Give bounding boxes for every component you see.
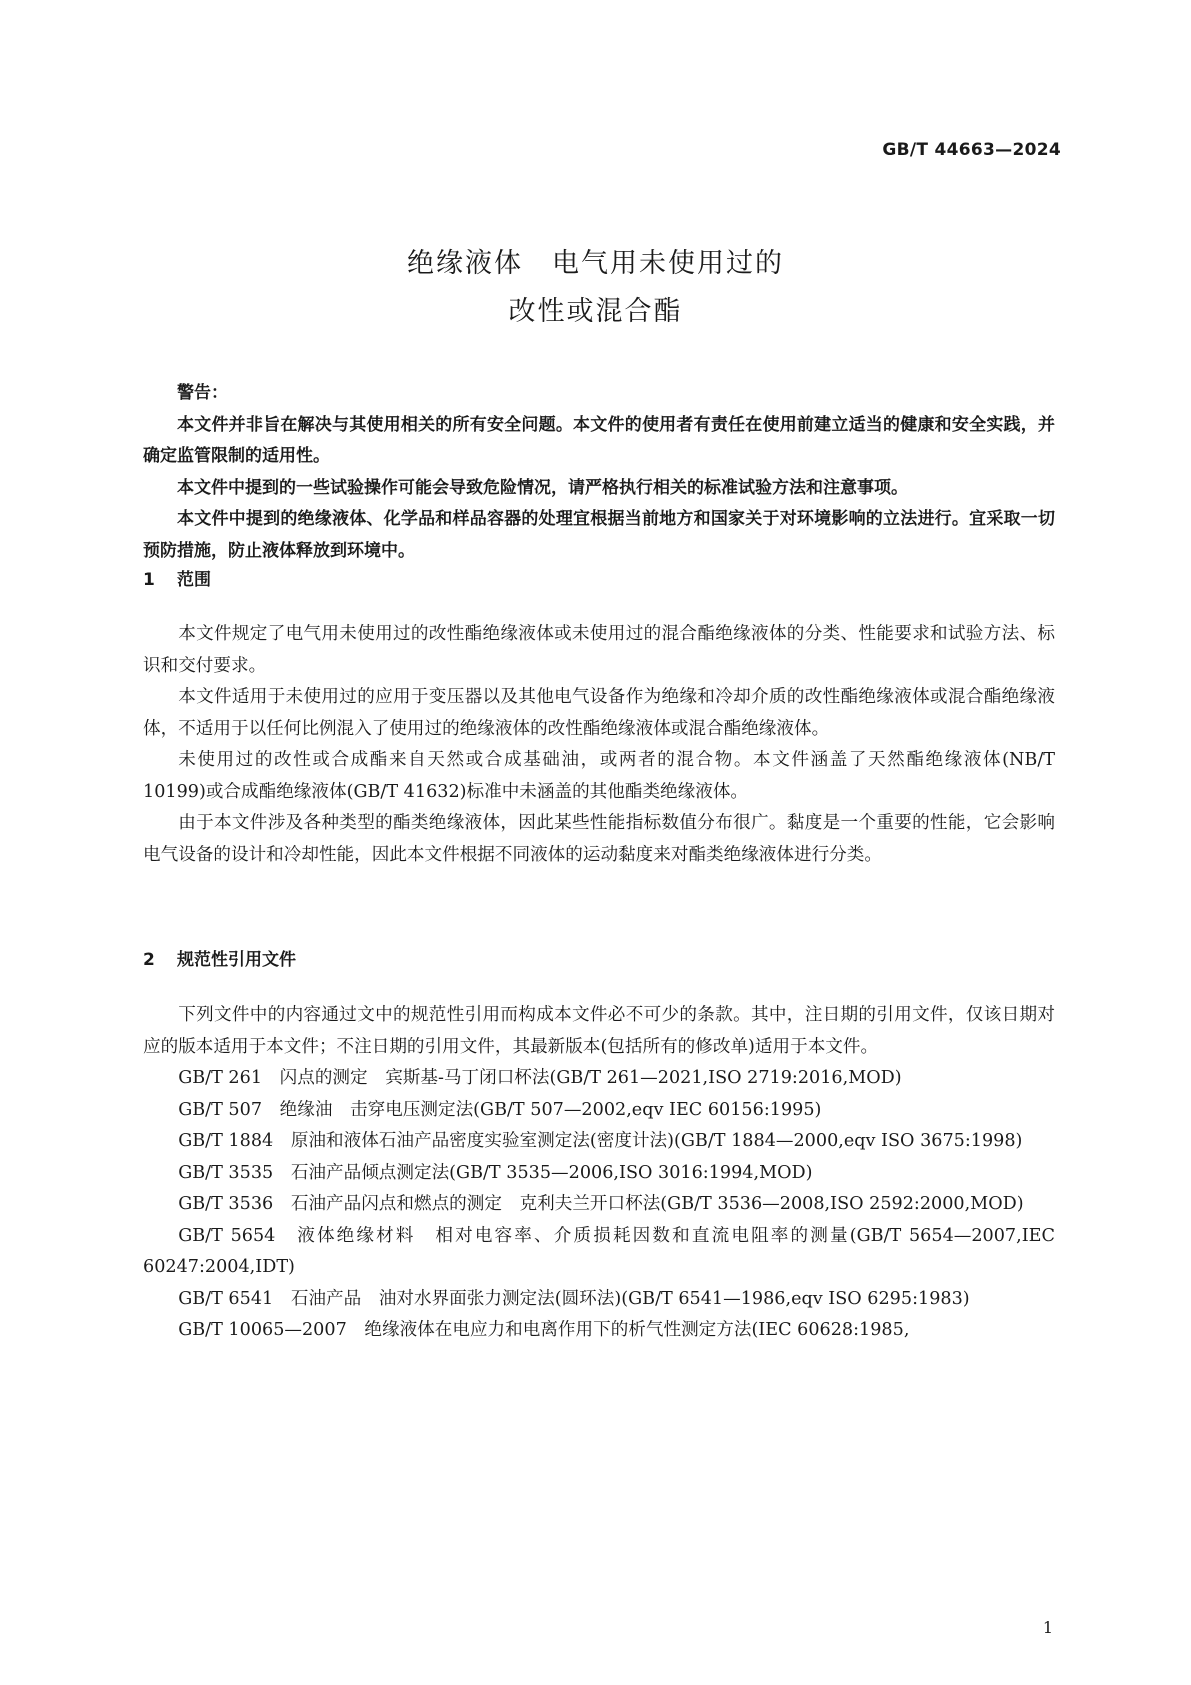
reference-code: GB/T 507 [178,1099,263,1120]
paragraph: 本文件规定了电气用未使用过的改性酯绝缘液体或未使用过的混合酯绝缘液体的分类、性能要求和试验方法、标识和交付要求。 [143,624,1055,676]
paragraph: 由于本文件涉及各种类型的酯类绝缘液体，因此某些性能指标数值分布很广。黏度是一个重要的性能，它会影响电气设备的设计和冷却性能，因此本文件根据不同液体的运动黏度来对酯类绝缘液体进行分类。 [143,813,1055,865]
reference-text: 石油产品 油对水界面张力测定法(圆环法)(GB/T 6541—1986,eqv ISO 6295:1983) [290,1288,970,1309]
section-number: 1 [143,570,155,590]
reference-text: 绝缘油 击穿电压测定法(GB/T 507—2002,eqv IEC 60156:1995) [279,1099,822,1120]
paragraph: 本文件适用于未使用过的应用于变压器以及其他电气设备作为绝缘和冷却介质的改性酯绝缘液体或混合酯绝缘液体，不适用于以任何比例混入了使用过的绝缘液体的改性酯绝缘液体或混合酯绝缘液体。 [143,687,1055,739]
warning-paragraph: 本文件中提到的绝缘液体、化学品和样品容器的处理宜根据当前地方和国家关于对环境影响的立法进行。宜采取一切预防措施，防止液体释放到环境中。 [143,509,1055,561]
reference-item [143,1315,1055,1347]
title-line-1: 绝缘液体 电气用未使用过的 [407,248,784,279]
title-line-2: 改性或混合酯 [508,296,683,327]
reference-item [143,1189,1055,1221]
warning-heading: 警告： [177,383,228,403]
reference-item [143,1284,1055,1316]
section-2-body [143,1000,1055,1347]
paragraph: 未使用过的改性或合成酯来自天然或合成基础油，或两者的混合物。本文件涵盖了天然酯绝缘液体(NB/T 10199)或合成酯绝缘液体(GB/T 41632)标准中未涵盖的其他酯类绝缘液体。 [143,750,1055,802]
reference-text: 绝缘液体在电应力和电离作用下的析气性测定方法(IEC 60628:1985, [364,1320,910,1340]
document-title [0,240,1191,336]
reference-text: 闪点的测定 宾斯基-马丁闭口杯法(GB/T 261—2021,ISO 2719:2016,MOD) [279,1068,902,1088]
reference-code: GB/T 6541 [178,1288,274,1309]
reference-item [143,1063,1055,1095]
reference-item [143,1221,1055,1284]
reference-text: 石油产品倾点测定法(GB/T 3535—2006,ISO 3016:1994,MOD) [290,1162,813,1183]
reference-code: GB/T 3535 [178,1162,274,1183]
page-number: 1 [1042,1618,1053,1637]
section-number: 2 [143,950,155,970]
standard-code: GB/T 44663—2024 [882,140,1061,160]
warning-paragraph: 本文件中提到的一些试验操作可能会导致危险情况，请严格执行相关的标准试验方法和注意事项。 [177,477,908,498]
section-title: 范围 [177,570,211,590]
reference-text: 液体绝缘材料 相对电容率、介质损耗因数和直流电阻率的测量(GB/T 5654—2007,IEC 60247:2004,IDT) [143,1225,1055,1277]
paragraph: 下列文件中的内容通过文中的规范性引用而构成本文件必不可少的条款。其中，注日期的引用文件，仅该日期对应的版本适用于本文件；不注日期的引用文件，其最新版本(包括所有的修改单)适用于本文件。 [143,1005,1055,1057]
reference-code: GB/T 3536 [178,1194,274,1214]
reference-code: GB/T 1884 [178,1131,274,1151]
section-2-heading [143,945,296,970]
section-1-heading [143,565,211,590]
reference-text: 石油产品闪点和燃点的测定 克利夫兰开口杯法(GB/T 3536—2008,ISO 2592:2000,MOD) [290,1194,1024,1214]
reference-code: GB/T 10065—2007 [178,1320,347,1340]
warning-block [143,378,1055,567]
reference-text: 原油和液体石油产品密度实验室测定法(密度计法)(GB/T 1884—2000,eqv ISO 3675:1998) [290,1131,1023,1151]
reference-item [143,1126,1055,1158]
reference-code: GB/T 5654 [178,1225,276,1246]
reference-item [143,1158,1055,1190]
warning-paragraph: 本文件并非旨在解决与其使用相关的所有安全问题。本文件的使用者有责任在使用前建立适当的健康和安全实践，并确定监管限制的适用性。 [143,414,1055,466]
section-title: 规范性引用文件 [177,950,296,970]
reference-code: GB/T 261 [178,1068,263,1088]
reference-item [143,1095,1055,1127]
section-1-body [143,619,1055,871]
